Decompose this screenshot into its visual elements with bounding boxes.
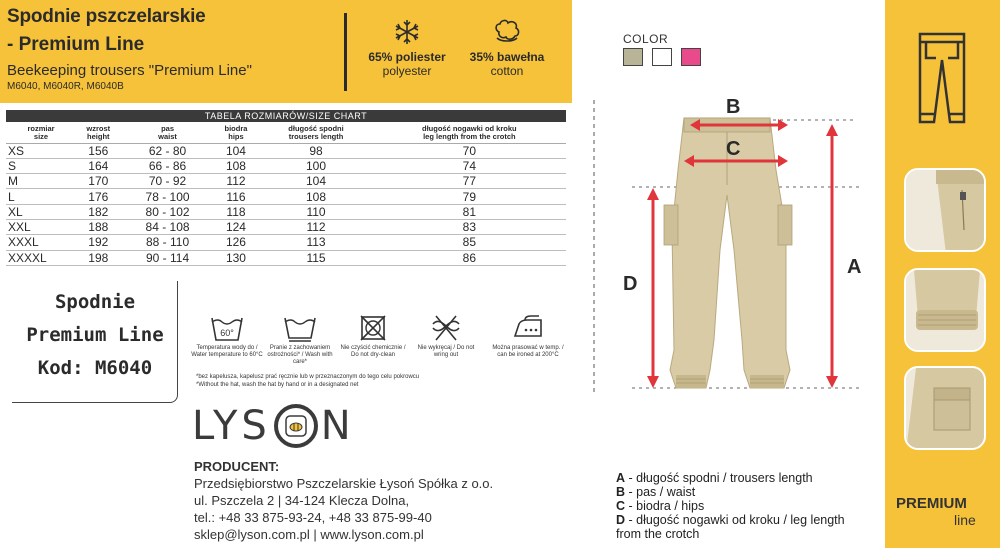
no-wring-icon [410, 308, 482, 342]
table-cell: 108 [259, 189, 372, 204]
table-cell: 62 - 80 [123, 143, 213, 158]
material-polyester [352, 18, 462, 78]
measurement-panel [572, 0, 885, 548]
logo-bee-emblem-icon [273, 403, 319, 449]
table-row [6, 158, 566, 173]
table-cell: 126 [213, 235, 260, 250]
color-label: COLOR [623, 32, 669, 46]
table-row [6, 235, 566, 250]
table-cell: 192 [74, 235, 123, 250]
polyester-icon [352, 18, 462, 46]
iron-icon [492, 308, 564, 342]
table-cell: 100 [259, 158, 372, 173]
table-cell: XXXXL [6, 250, 74, 265]
handwritten-line-1: Spodnie [54, 291, 136, 313]
table-cell: 156 [74, 143, 123, 158]
logo-text-left: LYS [192, 403, 271, 449]
trousers-outline-icon [912, 30, 972, 130]
table-cell: 130 [213, 250, 260, 265]
table-cell: 90 - 114 [123, 250, 213, 265]
table-cell: 77 [373, 174, 566, 189]
table-cell: XXXL [6, 235, 74, 250]
table-cell: 188 [74, 219, 123, 234]
title-line-1: Spodnie pszczelarskie [7, 6, 206, 27]
table-cell: 124 [213, 219, 260, 234]
premium-sidebar [885, 0, 1000, 548]
care-note-pl: *bez kapelusza, kapelusz prać ręcznie lub w przeznaczonym do tego celu pokrowcu [196, 374, 420, 380]
table-cell: 80 - 102 [123, 204, 213, 219]
legend-a: A - długość spodni / trousers length [616, 471, 813, 485]
size-chart-header-row [6, 123, 566, 143]
cotton-name: cotton [490, 64, 524, 78]
trousers-measurement-diagram [572, 0, 885, 470]
care-note [196, 373, 419, 389]
subtitle: Beekeeping trousers "Premium Line" [7, 62, 252, 79]
table-cell: 176 [74, 189, 123, 204]
wash-60-icon [191, 308, 263, 342]
legend-d: D - długość nogawki od kroku / leg length [616, 513, 845, 527]
arrow-d-leg [647, 188, 659, 388]
table-cell: 70 [373, 143, 566, 158]
care-no-dry-clean [337, 308, 409, 359]
col-header-height: wzrost height [74, 123, 123, 143]
logo-text-right: N [320, 403, 355, 449]
producer-line-2: ul. Pszczela 2 | 34-124 Klecza Dolna, [194, 493, 410, 508]
producer-line-3: tel.: +48 33 875-93-24, +48 33 875-99-40 [194, 510, 432, 525]
table-cell: 164 [74, 158, 123, 173]
material-cotton [452, 18, 562, 78]
detail-thumbnail-waist [904, 168, 986, 252]
table-cell: XL [6, 204, 74, 219]
handwritten-line-2: Premium Line [26, 324, 164, 346]
table-cell: 66 - 86 [123, 158, 213, 173]
table-cell: XS [6, 143, 74, 158]
size-chart-title: TABELA ROZMIARÓW/SIZE CHART [6, 110, 566, 122]
table-cell: 98 [259, 143, 372, 158]
table-cell: 118 [213, 204, 260, 219]
table-cell: 104 [259, 174, 372, 189]
table-cell: S [6, 158, 74, 173]
care-no-wring [410, 308, 482, 359]
table-row [6, 189, 566, 204]
care-text-4: Nie wykręcaj / Do not wring out [417, 345, 475, 358]
table-cell: 84 - 108 [123, 219, 213, 234]
handwritten-label [12, 281, 178, 403]
table-cell: 116 [213, 189, 260, 204]
table-row [6, 250, 566, 265]
table-cell: 85 [373, 235, 566, 250]
polyester-name: polyester [382, 64, 432, 78]
dimension-letter-a: A [847, 256, 862, 278]
table-cell: 104 [213, 143, 260, 158]
table-cell: 182 [74, 204, 123, 219]
handwritten-line-3: Kod: M6040 [37, 357, 153, 379]
col-header-waist: pas waist [123, 123, 213, 143]
header-banner [0, 0, 572, 103]
care-text-1: Temperatura wody do / Water temperature to 60°C [191, 345, 263, 358]
col-header-leg-length: długość nogawki od kroku leg length from the crotch [373, 123, 566, 143]
care-iron [492, 308, 564, 359]
size-chart-table [6, 123, 566, 266]
table-row [6, 143, 566, 158]
table-cell: 198 [74, 250, 123, 265]
care-wash-60 [191, 308, 263, 359]
detail-thumbnail-pocket [904, 366, 986, 450]
table-cell: 86 [373, 250, 566, 265]
care-text-2: Pranie z zachowaniem ostrożności* / Wash with care* [267, 345, 333, 365]
table-cell: 74 [373, 158, 566, 173]
dimension-letter-b: B [726, 96, 741, 118]
table-row [6, 174, 566, 189]
col-header-hips: biodra hips [213, 123, 260, 143]
table-cell: 108 [213, 158, 260, 173]
dimension-letter-c: C [726, 138, 741, 160]
table-cell: 115 [259, 250, 372, 265]
producer-heading: PRODUCENT: [194, 459, 280, 474]
col-header-size: rozmiar size [6, 123, 74, 143]
legend-d-continued: from the crotch [616, 527, 700, 541]
table-row [6, 204, 566, 219]
premium-label: PREMIUM [896, 495, 967, 512]
col-header-trousers-length: długość spodni trousers length [259, 123, 372, 143]
producer-line-4: sklep@lyson.com.pl | www.lyson.com.pl [194, 527, 424, 542]
legend-b: B - pas / waist [616, 485, 696, 499]
cotton-icon [452, 18, 562, 46]
table-cell: 81 [373, 204, 566, 219]
table-cell: 78 - 100 [123, 189, 213, 204]
dimension-letter-d: D [623, 273, 638, 295]
hand-wash-icon [264, 308, 336, 342]
table-cell: 110 [259, 204, 372, 219]
title-line-2: - Premium Line [7, 34, 145, 55]
table-cell: 112 [259, 219, 372, 234]
cotton-percent: 35% bawełna [469, 50, 545, 64]
arrow-a-length [826, 124, 838, 388]
table-cell: 79 [373, 189, 566, 204]
legend-c: C - biodra / hips [616, 499, 705, 513]
producer-line-1: Przedsiębiorstwo Pszczelarskie Łysoń Spółka z o.o. [194, 476, 494, 491]
care-text-5: Można prasować w temp. / can be ironed at 200°C [492, 345, 564, 358]
table-cell: 83 [373, 219, 566, 234]
care-note-en: *Without the hat, wash the hat by hand or in a designated net [196, 382, 359, 388]
wash-temp-label: 60° [220, 328, 234, 338]
product-codes: M6040, M6040R, M6040B [7, 81, 124, 92]
line-label: line [954, 512, 976, 528]
table-cell: L [6, 189, 74, 204]
table-cell: 70 - 92 [123, 174, 213, 189]
no-dry-clean-icon [337, 308, 409, 342]
table-cell: 113 [259, 235, 372, 250]
table-cell: 88 - 110 [123, 235, 213, 250]
table-cell: XXL [6, 219, 74, 234]
lyson-logo [192, 403, 355, 449]
detail-thumbnail-cuff [904, 268, 986, 352]
polyester-percent: 65% poliester [368, 50, 446, 64]
table-cell: 112 [213, 174, 260, 189]
divider [344, 13, 347, 91]
table-cell: 170 [74, 174, 123, 189]
table-cell: M [6, 174, 74, 189]
care-text-3: Nie czyścić chemicznie / Do not dry-clean [340, 345, 406, 358]
care-hand-wash [264, 308, 336, 366]
table-row [6, 219, 566, 234]
